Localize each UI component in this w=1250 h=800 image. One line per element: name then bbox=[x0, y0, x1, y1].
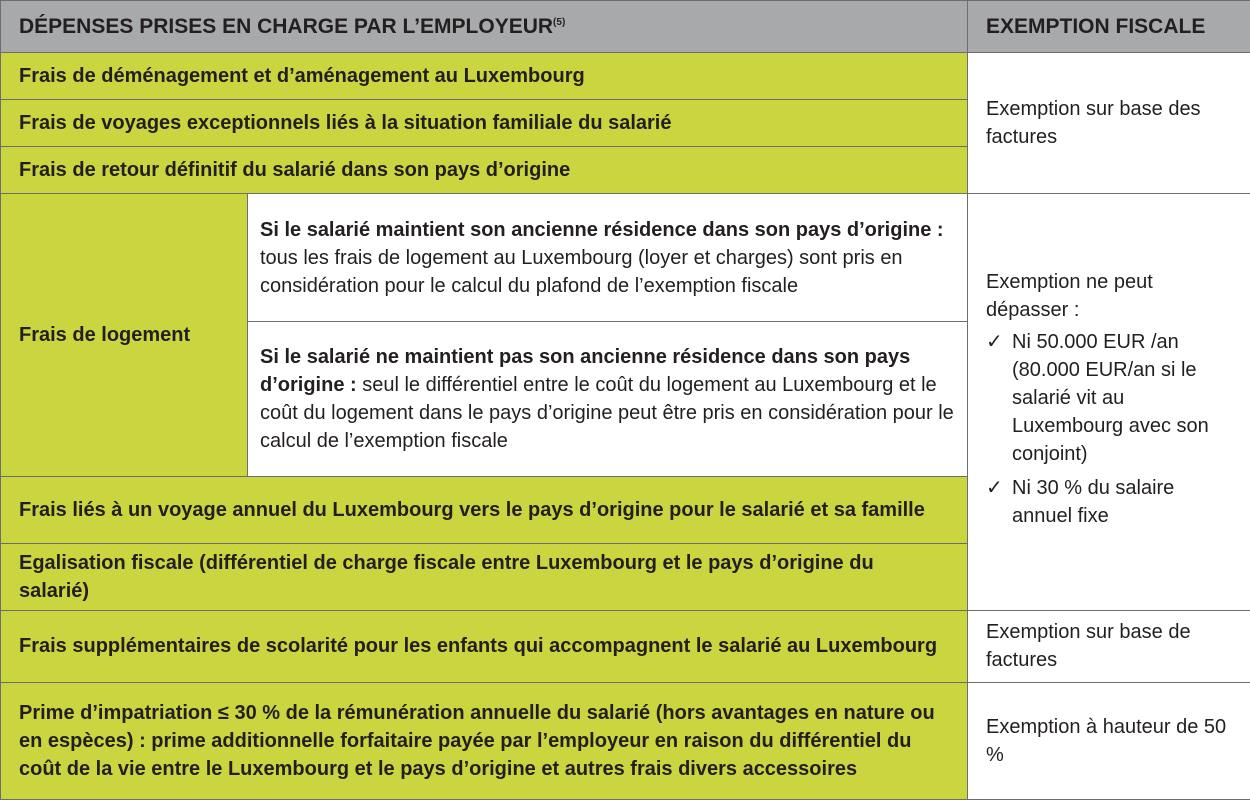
exemption-plafond-intro: Exemption ne peut dépasser : bbox=[986, 270, 1153, 321]
exemption-factures-1: Exemption sur base des factures bbox=[968, 53, 1250, 194]
check-icon: ✓ bbox=[986, 330, 1003, 353]
row-demenagement: Frais de déménagement et d’aménagement au Luxembourg bbox=[1, 53, 968, 100]
logement-case-b-text: seul le différentiel entre le coût du logement au Luxembourg et le coût du logement dans le pays d’origine peut être pris en considération pour le calcul de l’exemption fiscale bbox=[260, 373, 954, 452]
row-voyages: Frais de voyages exceptionnels liés à la situation familiale du salarié bbox=[1, 100, 968, 147]
logement-case-b-bold: Si le salarié ne maintient pas son ancienne résidence dans son pays d’origine : bbox=[260, 345, 911, 396]
list-item bbox=[986, 474, 1232, 530]
row-logement: Frais de logement bbox=[1, 194, 248, 476]
exemption-factures-2: Exemption sur base de factures bbox=[968, 610, 1250, 682]
row-retour: Frais de retour définitif du salarié dans son pays d’origine bbox=[1, 147, 968, 194]
table-row bbox=[1, 194, 1250, 322]
row-prime: Prime d’impatriation ≤ 30 % de la rémunération annuelle du salarié (hors avantages en nature ou en espèces) : prime additionnelle forfaitaire payée par l’employeur en raison du différentiel du coût de la vie entre le Luxembourg et le pays d’origine et autres frais divers accessoires bbox=[1, 682, 968, 799]
check-icon: ✓ bbox=[986, 476, 1003, 499]
exemption-plafond-list bbox=[986, 328, 1232, 530]
exemption-plafond-item-1: Ni 50.000 EUR /an (80.000 EUR/an si le salarié vit au Luxembourg avec son conjoint) bbox=[1012, 330, 1209, 465]
row-scolarite: Frais supplémentaires de scolarité pour les enfants qui accompagnent le salarié au Luxembourg bbox=[1, 610, 968, 682]
table-row bbox=[1, 610, 1250, 682]
row-egalisation: Egalisation fiscale (différentiel de charge fiscale entre Luxembourg et le pays d’origine du salarié) bbox=[1, 543, 968, 610]
header-row bbox=[1, 1, 1250, 53]
logement-case-a bbox=[248, 194, 968, 322]
header-expenses bbox=[1, 1, 968, 53]
row-voyage-annuel: Frais liés à un voyage annuel du Luxembourg vers le pays d’origine pour le salarié et sa famille bbox=[1, 476, 968, 543]
exemption-plafond bbox=[968, 194, 1250, 611]
logement-case-a-text: tous les frais de logement au Luxembourg (loyer et charges) sont pris en considération pour le calcul du plafond de l’exemption fiscale bbox=[260, 246, 903, 297]
header-expenses-label: DÉPENSES PRISES EN CHARGE PAR L’EMPLOYEUR bbox=[19, 14, 554, 38]
header-exemption: EXEMPTION FISCALE bbox=[968, 1, 1250, 53]
exemption-50: Exemption à hauteur de 50 % bbox=[968, 682, 1250, 799]
table-row bbox=[1, 53, 1250, 100]
logement-case-a-bold: Si le salarié maintient son ancienne résidence dans son pays d’origine : bbox=[260, 218, 944, 241]
footnote-marker: (5) bbox=[553, 16, 566, 28]
list-item bbox=[986, 328, 1232, 468]
exemption-plafond-item-2: Ni 30 % du salaire annuel fixe bbox=[1012, 476, 1175, 527]
table-row bbox=[1, 682, 1250, 799]
logement-case-b bbox=[248, 322, 968, 476]
